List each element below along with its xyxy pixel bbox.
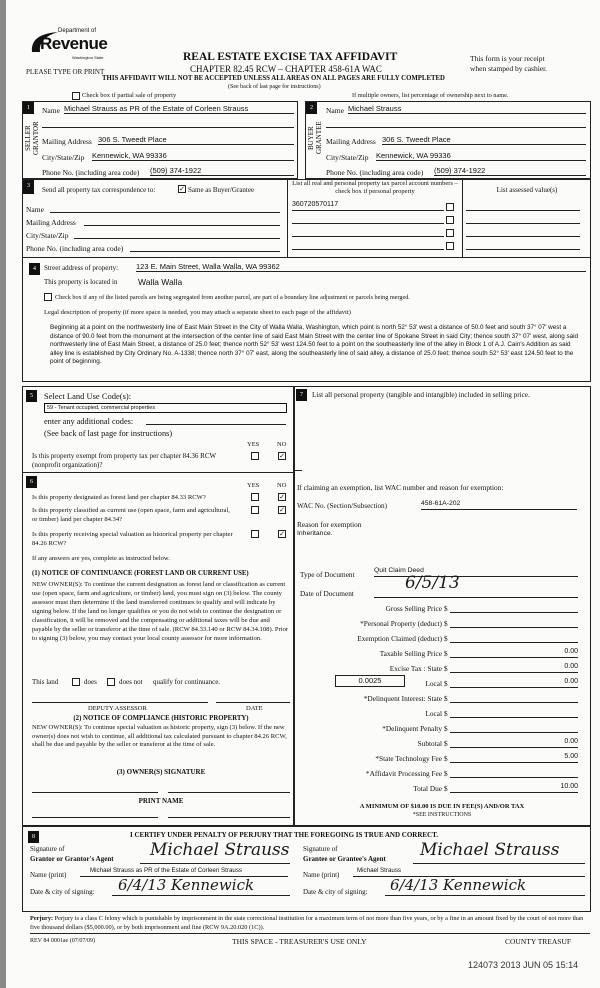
label: Legal description of property (if more space is needed, you may attach a separate sheet to each page of the affidavit) [44, 309, 351, 316]
parcel-number-field[interactable] [292, 240, 444, 250]
receipt-1: This form is your receipt [470, 54, 545, 63]
fee-label: Subtotal [417, 739, 442, 748]
label: Signature of [30, 845, 65, 853]
current-use-yes-checkbox[interactable] [251, 506, 259, 514]
personal-property-label: List all personal property (tangible and intangible) included in selling price. [312, 391, 530, 399]
additional-codes-field[interactable] [146, 415, 286, 425]
fee-label: *State Technology Fee [375, 754, 442, 763]
label: Mailing Address [42, 137, 92, 146]
historic-question: Is this property receiving special valuation as historical property per chapter 84.26 RCW? [32, 531, 233, 547]
personal-property-checkbox[interactable] [446, 203, 454, 211]
local-rate-field[interactable]: 0.0025 [335, 675, 405, 687]
dollar-sign: $ [444, 634, 448, 643]
perjury-notice [30, 914, 590, 934]
current-use-question: Is this property classified as current use (open space, farm and agricultural, or timber) land per chapter 84.34? [32, 507, 230, 523]
label: Check box if any of the listed parcels are being segregated from another parcel, are part of a boundary line adjustment or parcels being merged. [55, 294, 410, 301]
owner-signature-title: (3) OWNER(S) SIGNATURE [116, 768, 206, 776]
please-type: PLEASE TYPE OR PRINT [26, 68, 105, 76]
label: Reason for exemption [297, 520, 362, 529]
label: Phone No. (including area code) [326, 168, 424, 177]
label: Mailing Address [326, 137, 376, 146]
label: DATE [246, 705, 263, 712]
label: WAC No. (Section/Subsection) [297, 502, 388, 510]
fee-value-field[interactable]: 5.00 [450, 753, 578, 763]
correspondence-city-field[interactable] [74, 229, 280, 239]
assessed-value-field[interactable] [466, 227, 580, 237]
perjury-label: Perjury: [30, 915, 54, 922]
correspondence-phone-field[interactable] [130, 242, 280, 252]
forest-question: Is this property designated as forest land per chapter 84.33 RCW? [32, 494, 206, 501]
fee-label: Local [425, 709, 442, 718]
fee-value-field[interactable] [450, 603, 578, 613]
land-use-code-select[interactable]: 59 - Tenant occupied, commercial properties [44, 403, 287, 413]
buyer-name-line2[interactable] [326, 118, 586, 128]
dollar-sign: $ [444, 619, 448, 628]
no-header: NO [277, 441, 287, 448]
dor-logo [28, 26, 108, 66]
assessor-date-field[interactable] [216, 693, 290, 703]
notice-compliance-text: NEW OWNER(S): To continue special valuation as historic property, sign (3) below. If the new owner(s) does not wish to continue, all additional tax calculated pursuant to chapter 84.26 RCW, shall be due and payable by the seller or transferor at the time of sale. [32, 724, 287, 748]
section-number: 8 [28, 831, 39, 843]
dollar-sign: $ [444, 679, 448, 688]
dollar-sign: $ [444, 604, 448, 613]
street-address-field[interactable]: 123 E. Main Street, Walla Walla, WA 99362 [136, 262, 586, 272]
label: (See back of last page for instructions) [44, 429, 173, 438]
form-title: REAL ESTATE EXCISE TAX AFFIDAVIT [183, 51, 398, 63]
label: Date & city of signing: [30, 888, 95, 896]
document-type-field[interactable]: Quit Claim Deed [374, 567, 578, 577]
parcel-number-field[interactable]: 360720570117 [292, 201, 444, 211]
logo-top: Department of [58, 28, 97, 34]
chapter-line: CHAPTER 82.45 RCW – CHAPTER 458-61A WAC [190, 64, 382, 74]
label: Name (print) [303, 871, 340, 879]
notice-continuance-title: (1) NOTICE OF CONTINUANCE (FOREST LAND OR CURRENT USE) [32, 570, 249, 577]
label: If any answers are yes, complete as instructed below. [32, 555, 170, 562]
section-number: 1 [23, 102, 34, 114]
minimum-notice: A MINIMUM OF $10.00 IS DUE IN FEE(S) AND/OR TAX [359, 803, 525, 810]
label: Date & city of signing: [303, 888, 368, 896]
dollar-sign: $ [444, 769, 448, 778]
fee-value-field[interactable]: 10.00 [450, 783, 578, 793]
fee-label: Taxable Selling Price [379, 649, 442, 658]
wac-number-field[interactable]: 458-61A-202 [421, 500, 577, 510]
section-number: 5 [26, 390, 37, 402]
label: does [84, 678, 97, 686]
section-number: 3 [23, 180, 34, 194]
grantor-print-name-field[interactable]: Michael Strauss as PR of the Estate of Corleen Strauss [80, 867, 288, 877]
label: Select Land Use Code(s): [44, 391, 132, 401]
buyer-city-field[interactable]: Kennewick, WA 99336 [376, 151, 586, 161]
section-number: 6 [26, 476, 37, 488]
label: Phone No. (including area code) [42, 168, 140, 177]
dollar-sign: $ [444, 739, 448, 748]
fee-label: Local [425, 679, 442, 688]
fee-value-field[interactable]: 0.00 [450, 648, 578, 658]
seller-side-label: SELLER GRANTOR [24, 121, 40, 155]
segregated-checkbox[interactable] [44, 293, 52, 301]
fee-value-field[interactable]: 0.00 [450, 678, 578, 688]
fee-label: *Delinquent Penalty [382, 724, 442, 733]
cashier-stamp: 124073 2013 JUN 05 15:14 [468, 960, 579, 970]
dollar-sign: $ [444, 694, 448, 703]
scan-edge [0, 0, 6, 988]
current-use-no-checkbox[interactable]: ✓ [279, 506, 285, 514]
fee-label: *Affidavit Processing Fee [365, 769, 442, 778]
label: does not [119, 678, 143, 686]
owner-signature-field[interactable] [168, 783, 290, 793]
grantee-print-name-field[interactable]: Michael Strauss [353, 867, 585, 877]
label: City/State/Zip [42, 153, 85, 162]
no-header: NO [277, 482, 287, 489]
section-number: 2 [306, 102, 317, 114]
label: City/State/Zip [26, 231, 69, 240]
same-as-buyer-checkbox[interactable]: ✓ [179, 185, 185, 193]
grantor-date-city-handwritten: 6/4/13 Kennewick [118, 876, 255, 894]
fee-value-field[interactable] [450, 768, 578, 778]
seller-address-field[interactable]: 306 S. Tweedt Place [98, 135, 294, 145]
label: Type of Document [300, 570, 355, 579]
seller-city-field[interactable]: Kennewick, WA 99336 [92, 151, 294, 161]
fee-value-field[interactable] [450, 693, 578, 703]
section-number: 7 [296, 389, 307, 401]
label: Name [326, 106, 344, 115]
see-instructions: *SEE INSTRUCTIONS [412, 812, 472, 818]
label: This land [32, 678, 59, 686]
perjury-text: Perjury is a class C felony which is punishable by imprisonment in the state correctional institution for a maximum term of not more than five years, or by a fine in an amount fixed by the court of not more than five thousand dollars ($5,000.00), or by both imprisonment and fine (RCW 9A.20.020 (1C)). [30, 915, 584, 931]
print-name-label: PRINT NAME [138, 797, 184, 805]
fee-value-field[interactable] [450, 723, 578, 733]
partial-sale-label: Check box if partial sale of property [82, 92, 177, 99]
correspondence-name-field[interactable] [50, 203, 280, 213]
personal-property-checkbox[interactable] [446, 229, 454, 237]
partial-sale-checkbox[interactable] [72, 92, 80, 100]
assessed-value-field[interactable] [466, 214, 580, 224]
exemption-reason-field[interactable]: Inheritance. [297, 530, 333, 537]
county-treasurer-label: COUNTY TREASUF [505, 937, 572, 946]
grantor-signature: Michael Strauss [150, 840, 290, 860]
owner-signature-field[interactable] [32, 783, 158, 793]
fee-label: Excise Tax : State [389, 664, 442, 673]
legal-description[interactable]: Beginning at a point on the northwesterly line of East Main Street in the City of Walla Walla, Washington, which point is north 52° 53' west a distance of 50.0 feet and south 37° 07' west a distance of 90.0 feet from the monument at the intersection of the center line of said East Main Street with the center line of Spokane Street in said City; thence south 37° 07' west, along said northwesterly line of East Main Street, a distance of 25.0 feet; thence north 52° 53' west 124.50 feet to a point on the southeasterly line of the alley in Block 1 of A.J. Cain's Addition as said alley line is established by City Ordinary No. A-1338; thence north 37° 07' east, along the southeasterly line of said alley, a distance of 25.0 feet; thence south 52° 53' east 124.50 feet to the point of beginning. [50, 324, 579, 365]
fee-label: Gross Selling Price [385, 604, 442, 613]
historic-no-checkbox[interactable]: ✓ [279, 530, 285, 538]
parcel-number-field[interactable] [292, 227, 444, 237]
exempt-question: Is this property exempt from property tax per chapter 84.36 RCW (nonprofit organization)? [32, 452, 216, 470]
label: Name (print) [30, 871, 67, 879]
dollar-sign: $ [444, 664, 448, 673]
form-revision: REV 84 0001ae (07/07/09) [30, 938, 96, 944]
grantee-signature: Michael Strauss [420, 840, 560, 860]
label: Street address of property: [44, 264, 119, 272]
section-number: 4 [29, 263, 40, 275]
does-not-checkbox[interactable] [107, 678, 115, 686]
fee-value-field[interactable]: 0.00 [450, 663, 578, 673]
label: City/State/Zip [326, 153, 369, 162]
document-date-handwritten[interactable]: 6/5/13 [405, 573, 460, 593]
historic-yes-checkbox[interactable] [251, 530, 259, 538]
exempt-no-checkbox[interactable]: ✓ [279, 452, 285, 460]
dollar-sign: $ [444, 724, 448, 733]
label: Date of Document [300, 589, 354, 598]
certify-statement: I CERTIFY UNDER PENALTY OF PERJURY THAT THE FOREGOING IS TRUE AND CORRECT. [130, 831, 439, 839]
fee-label: *Delinquent Interest: State [363, 694, 442, 703]
fee-label: *Personal Property (deduct) [360, 619, 442, 628]
multiple-owners-note: If multiple owners, list percentage of ownership next to name. [352, 92, 509, 99]
label: Grantor or Grantor's Agent [30, 855, 114, 863]
logo-sub: Washington State [72, 55, 104, 60]
label: If claiming an exemption, list WAC number and reason for exemption: [297, 483, 504, 492]
label: enter any additional codes: [44, 417, 134, 426]
label: Grantee or Grantee's Agent [303, 855, 386, 863]
grantee-date-city-handwritten: 6/4/13 Kennewick [390, 876, 527, 894]
notice-compliance-title: (2) NOTICE OF COMPLIANCE (HISTORIC PROPERTY) [73, 715, 249, 722]
assessed-value-field[interactable] [466, 240, 580, 250]
assessed-header: List assessed value(s) [496, 186, 558, 194]
fee-label: Exemption Claimed (deduct) [357, 634, 442, 643]
warning: THIS AFFIDAVIT WILL NOT BE ACCEPTED UNLESS ALL AREAS ON ALL PAGES ARE FULLY COMPLETED [102, 75, 445, 82]
parcel-number-field[interactable] [292, 214, 444, 224]
buyer-address-field[interactable]: 306 S. Tweedt Place [382, 135, 586, 145]
label: Name [42, 106, 60, 115]
fee-value-field[interactable] [450, 633, 578, 643]
label: Same as Buyer/Grantee [188, 186, 255, 194]
fee-label: Total Due [413, 784, 442, 793]
dollar-sign: $ [444, 784, 448, 793]
parcel-header: List all real and personal property tax parcel account numbers – check box if personal property [292, 180, 458, 195]
forest-no-checkbox[interactable]: ✓ [279, 493, 285, 501]
fee-value-field[interactable] [450, 708, 578, 718]
yes-header: YES [247, 441, 260, 448]
print-name-field[interactable] [32, 808, 158, 818]
dollar-sign: $ [444, 649, 448, 658]
personal-property-checkbox[interactable] [446, 216, 454, 224]
label: qualify for continuance. [153, 678, 221, 686]
fee-value-field[interactable]: 0.00 [450, 738, 578, 748]
seller-name-field[interactable]: Michael Strauss as PR of the Estate of Corleen Strauss [64, 104, 294, 114]
forest-yes-checkbox[interactable] [251, 493, 259, 501]
label: DEPUTY ASSESSOR [88, 705, 147, 712]
treasurer-space-label: THIS SPACE - TREASURER'S USE ONLY [232, 937, 367, 946]
buyer-side-label: BUYER GRANTEE [307, 121, 323, 155]
label: Phone No. (including area code) [26, 244, 124, 253]
located-in-field[interactable]: Walla Walla [138, 277, 183, 287]
notice-continuance-text: NEW OWNER(S): To continue the current designation as forest land or classification as current use (open space, farm and agriculture, or timber) land, you must sign on (3) below. The county assessor must then determine if the land transferred continues to qualify and will indicate by signing below. If the land no longer qualifies or you do not wish to continue the designation or classification, it will be removed and the compensating or additional taxes will be due and payable by the seller or transferor at the time of sale. (RCW 84.33.140 or RCW 84.34.108). Prior to signing (3) below, you may contact your local county assessor for more information. [32, 581, 289, 642]
yes-header: YES [247, 482, 260, 489]
dollar-sign: $ [444, 709, 448, 718]
assessed-value-field[interactable] [466, 201, 580, 211]
correspondence-address-field[interactable] [84, 216, 280, 226]
label: Send all property tax correspondence to: [42, 186, 156, 194]
dollar-sign: $ [444, 754, 448, 763]
fee-value-field[interactable] [450, 618, 578, 628]
personal-property-checkbox[interactable] [446, 242, 454, 250]
deputy-assessor-signature[interactable] [32, 693, 208, 703]
print-name-field[interactable] [168, 808, 290, 818]
buyer-name-field[interactable]: Michael Strauss [348, 104, 586, 114]
see-back: (See back of last page for instructions) [228, 84, 321, 90]
receipt-2: when stamped by cashier. [470, 64, 548, 73]
does-checkbox[interactable] [72, 678, 80, 686]
label: Signature of [303, 845, 338, 853]
label: Name [26, 205, 44, 214]
exempt-yes-checkbox[interactable] [251, 452, 259, 460]
seller-name-line2[interactable] [42, 118, 294, 128]
seller-phone-field[interactable]: (509) 374-1922 [150, 166, 294, 176]
label: Mailing Address [26, 218, 76, 227]
buyer-phone-field[interactable]: (509) 374-1922 [434, 166, 586, 176]
logo-main: Revenue [40, 34, 108, 53]
label: This property is located in [44, 278, 118, 286]
